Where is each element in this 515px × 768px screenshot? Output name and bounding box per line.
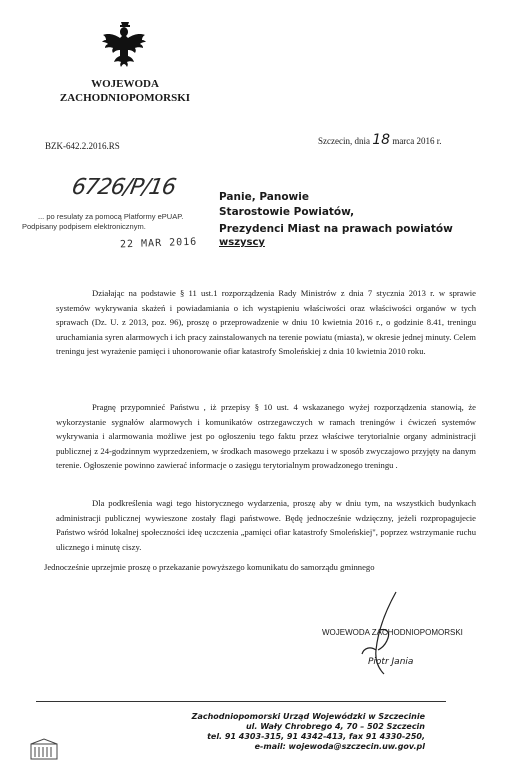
addressee-line3: Prezydenci Miast na prawach powiatów	[219, 223, 453, 235]
addressee-line2: Starostowie Powiatów,	[219, 206, 355, 218]
office-building-logo-icon	[30, 738, 58, 760]
addressee-line1: Panie, Panowie	[219, 191, 309, 203]
addressee-line4: wszyscy	[219, 237, 265, 248]
date-day-handwritten: 18	[372, 132, 391, 148]
footer-divider	[36, 701, 446, 702]
date-prefix: Szczecin, dnia	[318, 136, 370, 146]
date-suffix: marca 2016 r.	[392, 136, 442, 146]
handwritten-registry-number: 6726/P/16	[69, 175, 178, 200]
epuap-note-line2: Podpisany podpisem elektronicznym.	[22, 222, 146, 231]
received-date-stamp: 22 MAR 2016	[119, 236, 198, 251]
body-paragraph-3: Dla podkreślenia wagi tego historycznego wydarzenia, proszę aby w dniu tym, na wszystkich budynkach administracji publicznej wywieszone zostały flagi państwowe. Będę jednocześnie wdzięczny, jeżeli rozpropagujecie Państwo wśród lokalnej społeczności ideę uczczenia „pamięci ofiar katastrofy Smoleńskiej", poprzez wstrzymanie ruchu ulicznego i minutę ciszy.	[56, 498, 476, 552]
issuer-title-line1: WOJEWODA	[91, 78, 159, 90]
document-reference: BZK-642.2.2016.RS	[45, 141, 120, 151]
body-paragraph-2: Pragnę przypomnieć Państwu , iż przepisy § 10 ust. 4 wskazanego wyżej rozporządzenia stanowią, że wykorzystanie sygnałów alarmowych i komunikatów ostrzegawczych w ramach treningów i ćwiczeń systemów wykrywania i alarmowania możliwe jest po ogłoszeniu tego faktu przez właściwe terytorialnie organy administracji publicznej z 24-godzinnym wyprzedzeniem, w środkach masowego przekazu i w sposób zwyczajowo przyjęty na danym terenie. Ogłoszenie powinno zawierać informacje o zasięgu terytorialnym prowadzonego treningu .	[56, 402, 476, 471]
footer-address: ul. Wały Chrobrego 4, 70 – 502 Szczecin	[245, 722, 425, 731]
body-paragraph-4: Jednocześnie uprzejmie proszę o przekazanie powyższego komunikatu do samorządu gminnego	[44, 562, 375, 572]
body-paragraph-1: Działając na podstawie § 11 ust.1 rozporządzenia Rady Ministrów z dnia 7 stycznia 2013 r. w sprawie systemów wykrywania skażeń i powiadamiania o ich wystąpieniu właściwości oraz właściwości organów w tych sprawach (Dz. U. z 2013, poz. 96), proszę o przeprowadzenie w dniu 10 kwietnia 2016 r., o godzinie 8.41, treningu uruchamiania syren alarmowych i ich pracy zainstalowanych na terenie powiatu (miasta), w okresie jednej minuty. Celem treningu jest wyrażenie pamięci i uhonorowanie ofiar katastrofy Smoleńskiej z dnia 10 kwietnia 2010 roku.	[56, 288, 476, 357]
coat-of-arms-eagle-icon	[100, 20, 150, 70]
footer-email: e-mail: wojewoda@szczecin.uw.gov.pl	[254, 742, 425, 751]
document-date	[318, 132, 442, 148]
signature-title: WOJEWODA ZACHODNIOPOMORSKI	[322, 628, 463, 637]
footer-phone-fax: tel. 91 4303-315, 91 4342-413, fax 91 4330-250,	[207, 732, 425, 741]
signatory-name: Piotr Jania	[368, 657, 414, 667]
issuer-title-line2: ZACHODNIOPOMORSKI	[59, 92, 191, 104]
epuap-note-line1: ... po resulatу za pomocą Platformy ePUAP.	[38, 212, 184, 221]
footer-office-name: Zachodniopomorski Urząd Wojewódzki w Szczecinie	[191, 712, 425, 721]
